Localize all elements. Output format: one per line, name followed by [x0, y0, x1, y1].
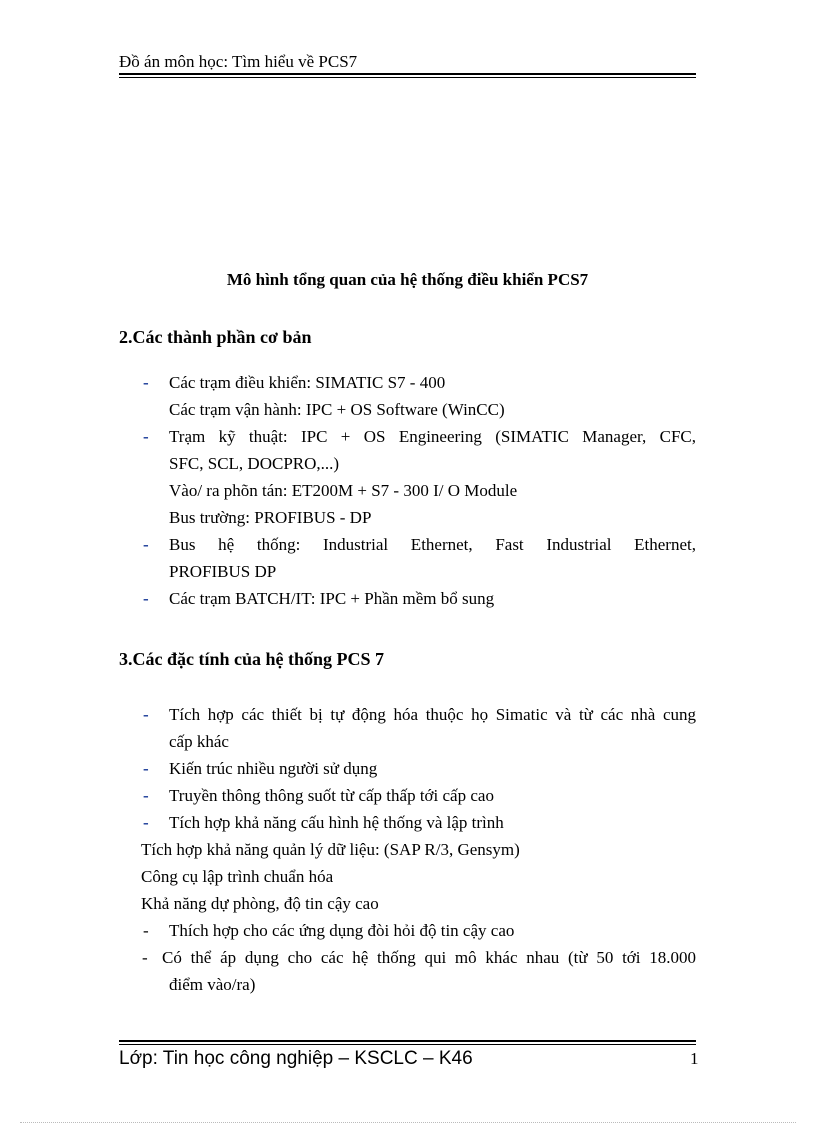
- section-3-list: [119, 701, 696, 998]
- bullet-dash: -: [142, 948, 148, 967]
- section-3-heading: 3.Các đặc tính của hệ thống PCS 7: [119, 649, 385, 669]
- list-item: [119, 477, 696, 504]
- bullet-dash: -: [143, 535, 149, 554]
- list-item-text: Tích hợp các thiết bị tự động hóa thuộc họ Simatic và từ các nhà cung: [169, 705, 696, 724]
- header-title: Đồ án môn học: Tìm hiểu về PCS7: [119, 52, 358, 71]
- list-item-text: Trạm kỹ thuật: IPC + OS Engineering (SIMATIC Manager, CFC,: [169, 427, 696, 446]
- bullet-dash: -: [143, 759, 149, 778]
- list-item-text: cấp khác: [169, 732, 229, 751]
- bullet-dash: -: [143, 705, 149, 724]
- list-item: [119, 755, 696, 782]
- bullet-dash: -: [143, 813, 149, 832]
- bullet-dash: -: [143, 921, 149, 940]
- plain-line: [119, 836, 696, 863]
- list-item-text: Thích hợp cho các ứng dụng đòi hỏi độ tin cậy cao: [169, 921, 515, 940]
- list-item: [119, 728, 696, 755]
- list-item: [119, 369, 696, 396]
- footer-class-label: Lớp: Tin học công nghiệp – KSCLC – K46: [119, 1048, 473, 1069]
- list-item-text: Bus hệ thống: Industrial Ethernet, Fast Industrial Ethernet,: [169, 535, 696, 554]
- list-item: [119, 701, 696, 728]
- plain-line: [119, 890, 696, 917]
- list-item-text: Các trạm BATCH/IT: IPC + Phần mềm bổ sung: [169, 589, 495, 608]
- list-item: [119, 423, 696, 450]
- list-item: [119, 971, 696, 998]
- list-item-text: Kiến trúc nhiều người sử dụng: [169, 759, 378, 778]
- plain-line-text: Khả năng dự phòng, độ tin cậy cao: [141, 894, 379, 913]
- list-item: [119, 809, 696, 836]
- list-item: [119, 917, 696, 944]
- list-item-text: SFC, SCL, DOCPRO,...): [169, 454, 340, 473]
- footer-rule: [119, 1040, 696, 1045]
- section-2-list: [119, 369, 696, 612]
- list-item-text: Các trạm điều khiển: SIMATIC S7 - 400: [169, 373, 446, 392]
- header-rule: [119, 73, 696, 78]
- bullet-dash: -: [143, 786, 149, 805]
- bullet-dash: -: [143, 373, 149, 392]
- list-item-text: PROFIBUS DP: [169, 562, 277, 581]
- list-item: [119, 558, 696, 585]
- list-item-text: Vào/ ra phõn tán: ET200M + S7 - 300 I/ O Module: [169, 481, 518, 500]
- list-item-text: Truyền thông thông suốt từ cấp thấp tới cấp cao: [169, 786, 494, 805]
- bullet-dash: -: [143, 589, 149, 608]
- list-item: [119, 585, 696, 612]
- section-2-heading: 2.Các thành phần cơ bản: [119, 327, 312, 347]
- plain-line-text: Công cụ lập trình chuẩn hóa: [141, 867, 334, 886]
- list-item-text: Có thể áp dụng cho các hệ thống qui mô khác nhau (từ 50 tới 18.000: [162, 948, 696, 967]
- figure-caption: Mô hình tổng quan của hệ thống điều khiển PCS7: [226, 270, 589, 289]
- list-item: [119, 504, 696, 531]
- list-item-text: điểm vào/ra): [169, 975, 256, 994]
- list-item: [119, 531, 696, 558]
- plain-line: [119, 863, 696, 890]
- list-item-text: Bus trường: PROFIBUS - DP: [169, 508, 372, 527]
- list-item-text: Các trạm vận hành: IPC + OS Software (WinCC): [169, 400, 505, 419]
- bullet-dash: -: [143, 427, 149, 446]
- list-item: [119, 396, 696, 423]
- list-item: [119, 450, 696, 477]
- plain-line-text: Tích hợp khả năng quản lý dữ liệu: (SAP R/3, Gensym): [141, 840, 520, 859]
- list-item-text: Tích hợp khả năng cấu hình hệ thống và lập trình: [169, 813, 504, 832]
- list-item: [119, 782, 696, 809]
- page-number: 1: [690, 1049, 699, 1068]
- list-item: [119, 944, 696, 971]
